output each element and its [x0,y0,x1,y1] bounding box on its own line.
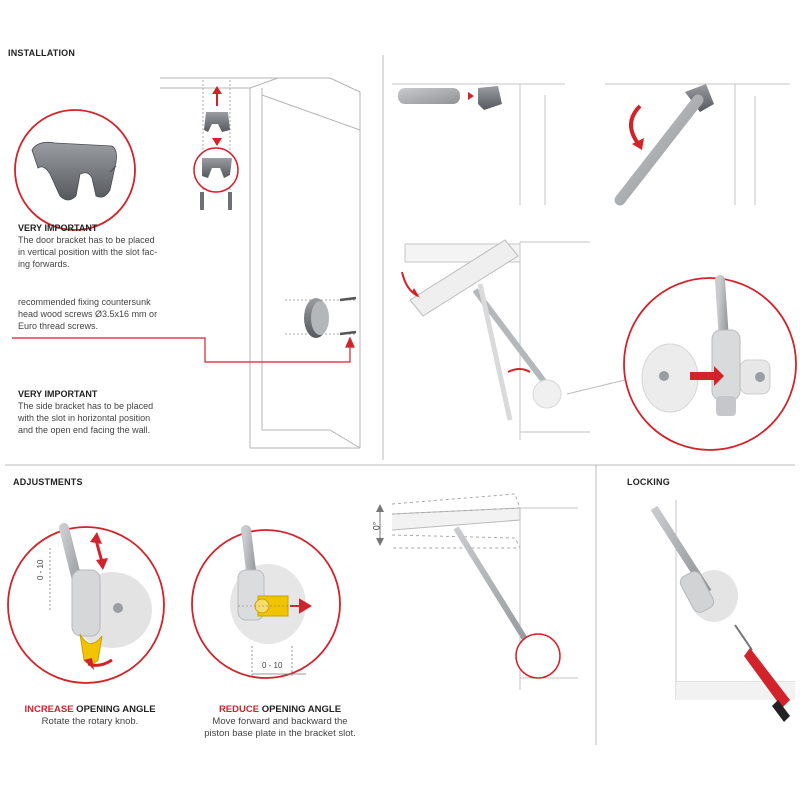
door-bracket-note [18,222,218,270]
note-line: recommended fixing countersunk [18,297,151,307]
side-bracket-note [18,388,218,436]
increase-angle-caption [5,704,175,728]
angle-label: 0° [371,521,382,531]
note-line: Euro thread screws. [18,321,99,331]
increase-keyword: INCREASE [24,704,74,715]
locking-diagram [654,500,795,722]
range-vertical-label: 0 - 10 [36,559,45,580]
reduce-keyword: REDUCE [218,704,260,715]
adjustments-header: ADJUSTMENTS [13,477,83,487]
increase-angle-callout [8,527,164,683]
note-title: VERY IMPORTANT [18,223,98,233]
note-line: and the open end facing the wall. [18,425,151,435]
reduce-angle-caption [180,704,380,740]
locking-header: LOCKING [627,477,670,487]
note-line: head wood screws Ø3.5x16 mm or [18,309,158,319]
note-line: ing forwards. [18,259,70,269]
caption-title-rest: OPENING ANGLE [73,704,156,715]
note-line: The door bracket has to be placed [18,235,155,245]
range-horizontal-label: 0 - 10 [262,661,283,670]
piston-mount-step2 [605,84,790,205]
caption-desc: piston base plate in the bracket slot. [204,728,356,739]
callout-leader [12,338,354,362]
screws-note [18,296,218,332]
note-line: The side bracket has to be placed [18,401,154,411]
caption-title-rest: OPENING ANGLE [259,704,342,715]
side-bracket-callout [567,278,796,450]
note-title: VERY IMPORTANT [18,389,98,399]
caption-desc: Rotate the rotary knob. [41,716,139,727]
note-line: with the slot in horizontal position [18,413,151,423]
side-bracket [285,298,356,338]
installation-header: INSTALLATION [8,48,76,58]
piston-mount-step1 [392,84,565,205]
flap-door-assembly [402,240,590,440]
reduce-angle-callout [192,530,340,678]
opening-angle-diagram [376,494,578,690]
caption-desc: Move forward and backward the [212,716,348,727]
note-line: in vertical position with the slot fac- [18,247,158,257]
